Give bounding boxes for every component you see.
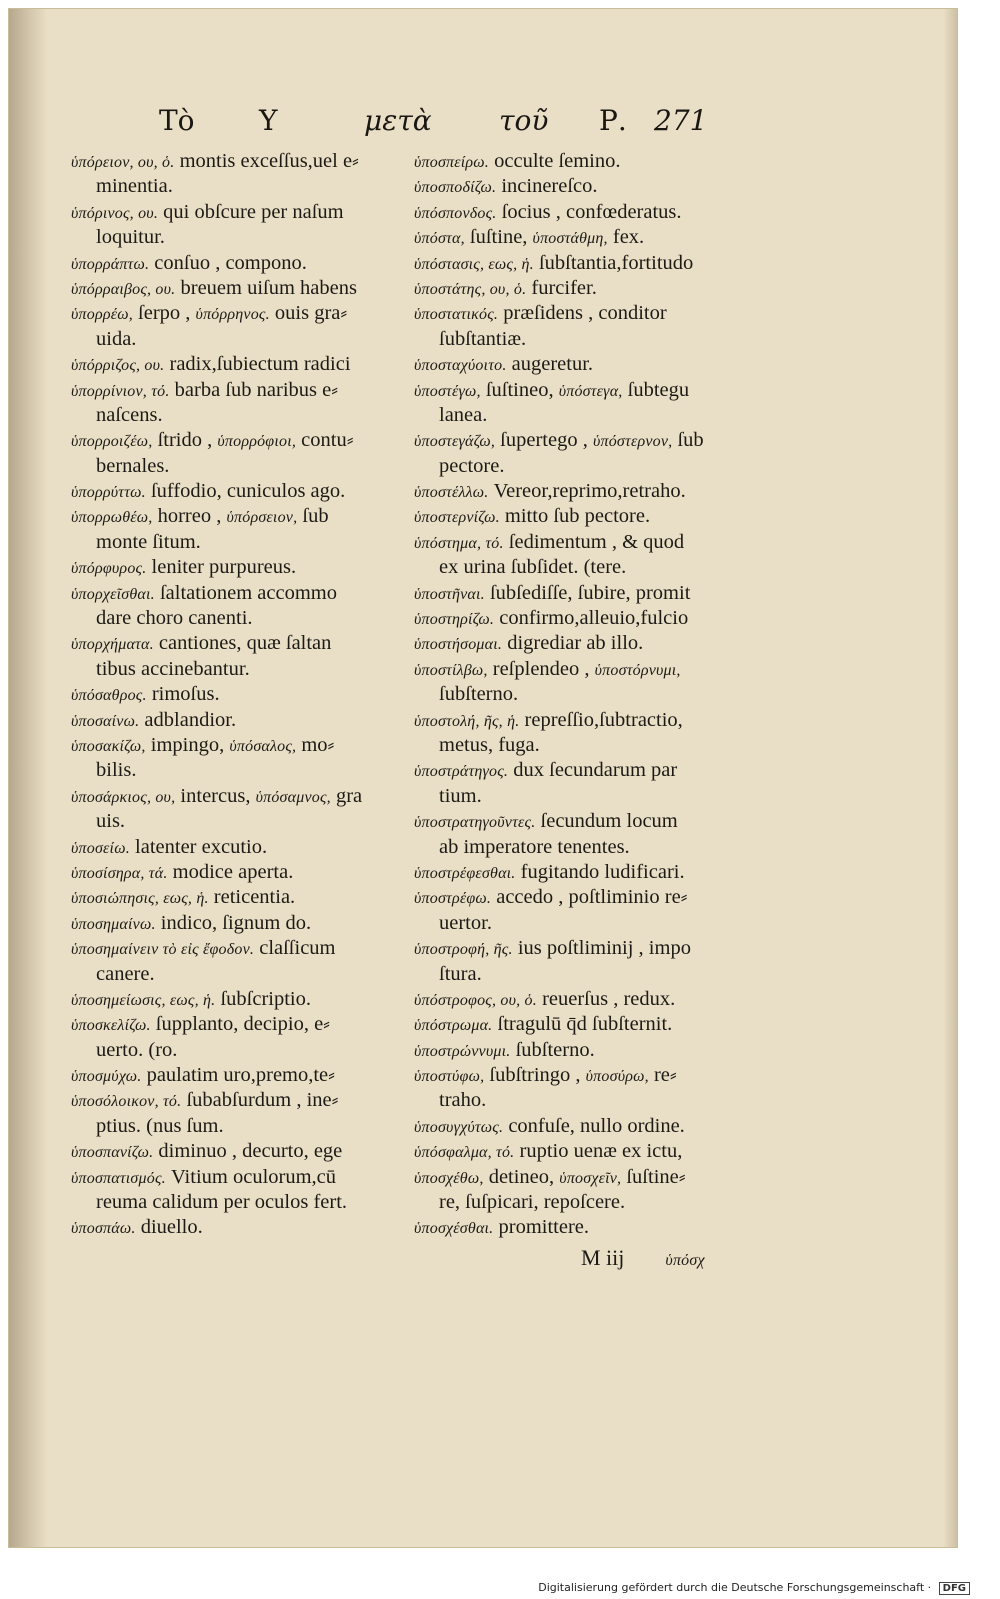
latin-gloss: ſecundum locum xyxy=(535,810,678,833)
latin-gloss: indico, ſignum do. xyxy=(155,911,312,934)
greek-headword: ὑποσίσηρα, τά. xyxy=(71,864,168,882)
latin-gloss: breuem uiſum habens xyxy=(175,276,357,299)
dictionary-line xyxy=(414,276,749,301)
dictionary-line xyxy=(414,835,749,860)
latin-gloss: ſuffodio, cuniculos ago. xyxy=(145,480,346,503)
dictionary-line xyxy=(414,174,749,199)
latin-gloss: ſuſtine, xyxy=(464,226,533,249)
latin-gloss: ſaltationem accommo xyxy=(154,581,337,604)
greek-headword: ὑπορρίνιον, τό. xyxy=(71,382,170,400)
dictionary-line xyxy=(414,784,749,809)
latin-gloss: ex urina ſubſidet. (tere. xyxy=(439,556,627,579)
greek-headword: ὑποσύρω, xyxy=(585,1068,649,1086)
latin-gloss: uertor. xyxy=(439,911,492,934)
dictionary-line xyxy=(414,758,749,783)
greek-headword: ὑποστρέφεσθαι. xyxy=(414,864,516,882)
latin-gloss: digrediar ab illo. xyxy=(502,632,644,655)
greek-headword: ὑπόστασις, εως, ἡ. xyxy=(414,255,534,273)
latin-gloss: ſedimentum , & quod xyxy=(503,530,685,553)
dictionary-line xyxy=(71,504,396,529)
dfg-logo: DFG xyxy=(939,1582,970,1595)
latin-gloss: paulatim uro,premo,te⸗ xyxy=(141,1064,335,1087)
dictionary-line xyxy=(414,1063,749,1088)
greek-headword: ὑποσόλοικον, τό. xyxy=(71,1093,182,1111)
greek-headword: ὑπόρφυρος. xyxy=(71,560,147,578)
greek-headword: ὑποστέγω, xyxy=(414,382,481,400)
dictionary-line xyxy=(71,1012,396,1037)
greek-headword: ὑποστέλλω. xyxy=(414,484,489,502)
dictionary-line xyxy=(414,936,749,961)
dictionary-line xyxy=(414,987,749,1012)
dictionary-line xyxy=(71,911,396,936)
latin-gloss: confuſe, nullo ordine. xyxy=(503,1114,685,1137)
greek-headword: ὑπορχεῖσθαι. xyxy=(71,585,155,603)
greek-headword: ὑποσαίνω. xyxy=(71,712,140,730)
greek-headword: ὑπορρέω, xyxy=(71,306,133,324)
latin-gloss: Vitium oculorum,cū xyxy=(165,1165,337,1188)
greek-headword: ὑπόρρηνος. xyxy=(195,306,270,324)
latin-gloss: ſubſcriptio. xyxy=(215,987,311,1010)
greek-headword: ὑποστατικός. xyxy=(414,306,499,324)
dictionary-line xyxy=(71,1139,396,1164)
latin-gloss: ſerpo , xyxy=(132,302,196,325)
latin-gloss: incinereſco. xyxy=(496,175,598,198)
latin-gloss: canere. xyxy=(96,962,155,985)
greek-headword: ὑποστῆναι. xyxy=(414,585,485,603)
dictionary-line xyxy=(71,1215,396,1240)
latin-gloss: uerto. (ro. xyxy=(96,1038,178,1061)
latin-gloss: confirmo,alleuio,fulcio xyxy=(494,607,689,630)
latin-gloss: Vereor,reprimo,retraho. xyxy=(488,480,686,503)
dictionary-line xyxy=(71,1190,396,1215)
greek-headword: ὑποσταχύοιτο. xyxy=(414,357,507,375)
latin-gloss: ab imperatore tenentes. xyxy=(439,835,630,858)
latin-gloss: monte ſitum. xyxy=(96,530,201,553)
greek-headword: ὑποσπάω. xyxy=(71,1220,136,1238)
header-left: Τὸ xyxy=(159,104,195,137)
digitization-credit xyxy=(538,1581,970,1595)
latin-gloss: montis exceſſus,uel e⸗ xyxy=(174,150,359,172)
dictionary-line xyxy=(414,809,749,834)
dictionary-line xyxy=(414,1114,749,1139)
dictionary-line xyxy=(414,200,749,225)
dictionary-line xyxy=(414,606,749,631)
dictionary-line xyxy=(414,1190,749,1215)
greek-headword: ὑπόρινος, ου. xyxy=(71,204,159,222)
greek-headword: ὑποστερνίζω. xyxy=(414,509,500,527)
greek-headword: ὑπόσφαλμα, τό. xyxy=(414,1144,515,1162)
dictionary-line xyxy=(71,352,396,377)
dictionary-line xyxy=(71,276,396,301)
latin-gloss: tium. xyxy=(439,784,482,807)
dictionary-line xyxy=(71,149,396,174)
latin-gloss: ſtragulū q̄d ſubſternit. xyxy=(492,1013,673,1036)
latin-gloss: dux ſecundarum par xyxy=(508,759,678,782)
latin-gloss: claſſicum xyxy=(254,937,336,960)
page-edge xyxy=(943,9,957,1547)
dictionary-line xyxy=(71,860,396,885)
greek-headword: ὑπόστρωμα. xyxy=(414,1017,493,1035)
dictionary-line xyxy=(414,251,749,276)
greek-headword: ὑπόστεγα, xyxy=(558,382,623,400)
dictionary-line xyxy=(71,1114,396,1139)
dictionary-line xyxy=(414,1165,749,1190)
greek-headword: ὑποσακίζω, xyxy=(71,737,146,755)
greek-headword: ὑποσημαίνειν τὸ εἰς ἔφοδον. xyxy=(71,941,255,959)
dictionary-line xyxy=(414,860,749,885)
dictionary-line xyxy=(414,428,749,453)
dictionary-line xyxy=(414,911,749,936)
dictionary-line xyxy=(414,708,749,733)
greek-headword: ὑποστίλβω, xyxy=(414,661,488,679)
latin-gloss: re⸗ xyxy=(648,1064,677,1087)
greek-headword: ὑποσπατισμός. xyxy=(71,1169,166,1187)
latin-gloss: naſcens. xyxy=(96,403,163,426)
book-page xyxy=(8,8,958,1548)
latin-gloss: conſuo , compono. xyxy=(149,251,307,274)
latin-gloss: modice aperta. xyxy=(167,860,294,883)
latin-gloss: ſubſediſſe, ſubire, promit xyxy=(484,581,691,604)
greek-headword: ὑπορχήματα. xyxy=(71,636,154,654)
latin-gloss: rimoſus. xyxy=(146,683,220,706)
dictionary-line xyxy=(71,809,396,834)
dictionary-line xyxy=(71,835,396,860)
greek-headword: ὑποσποδίζω. xyxy=(414,179,497,197)
latin-gloss: ſtura. xyxy=(439,962,482,985)
latin-gloss: ſuſtineo, xyxy=(480,378,559,401)
latin-gloss: minentia. xyxy=(96,175,173,198)
dictionary-line xyxy=(414,1088,749,1113)
page-number: 271 xyxy=(654,104,708,137)
dictionary-line xyxy=(414,555,749,580)
latin-gloss: ruptio uenæ ex ictu, xyxy=(514,1140,683,1163)
latin-gloss: horreo , xyxy=(152,505,227,528)
latin-gloss: mitto ſub pectore. xyxy=(499,505,651,528)
header-letter: Υ xyxy=(259,104,278,137)
latin-gloss: fex. xyxy=(607,226,645,249)
latin-gloss: ſubſterno. xyxy=(439,683,519,706)
latin-gloss: traho. xyxy=(439,1089,487,1112)
latin-gloss: diuello. xyxy=(135,1216,203,1239)
latin-gloss: diminuo , decurto, ege xyxy=(153,1140,343,1163)
dictionary-line xyxy=(71,1038,396,1063)
greek-headword: ὑπόσαθρος. xyxy=(71,687,147,705)
dictionary-line xyxy=(71,327,396,352)
latin-gloss: tibus accinebantur. xyxy=(96,657,250,680)
greek-headword: ὑπόρσειον, xyxy=(226,509,298,527)
credit-text: Digitalisierung gefördert durch die Deutsche Forschungsgemeinschaft · xyxy=(538,1581,932,1594)
latin-gloss: latenter excutio. xyxy=(129,835,268,858)
latin-gloss: fugitando ludificari. xyxy=(515,860,685,883)
dictionary-line xyxy=(414,1139,749,1164)
dictionary-line xyxy=(71,174,396,199)
dictionary-line xyxy=(71,758,396,783)
greek-headword: ὑπορρόφιοι, xyxy=(217,433,297,451)
dictionary-line xyxy=(71,631,396,656)
header-word1: μετὰ xyxy=(364,104,432,137)
latin-gloss: adblandior. xyxy=(139,708,237,731)
dictionary-line xyxy=(414,149,749,174)
greek-headword: ὑποστρώννυμι. xyxy=(414,1042,511,1060)
latin-gloss: radix,ſubiectum radici xyxy=(164,353,351,376)
greek-headword: ὑποσπείρω. xyxy=(414,154,489,171)
latin-gloss: ius poſtliminij , impo xyxy=(512,937,691,960)
dictionary-line xyxy=(71,1063,396,1088)
greek-headword: ὑπόστερνον, xyxy=(592,433,673,451)
latin-gloss: ſubſterno. xyxy=(510,1038,595,1061)
greek-headword: ὑποστεγάζω, xyxy=(414,433,496,451)
greek-headword: ὑποστρατηγοῦντες. xyxy=(414,814,536,832)
dictionary-line xyxy=(414,352,749,377)
latin-gloss: accedo , poſtliminio re⸗ xyxy=(491,886,688,909)
dictionary-line xyxy=(71,530,396,555)
greek-headword: ὑπόσαμνος, xyxy=(255,788,331,806)
latin-gloss: pectore. xyxy=(439,454,505,477)
greek-headword: ὑπόστημα, τό. xyxy=(414,534,504,552)
dictionary-line xyxy=(71,1088,396,1113)
latin-gloss: ſubſtringo , xyxy=(484,1064,586,1087)
dictionary-line xyxy=(414,885,749,910)
latin-gloss: ſubſtantiæ. xyxy=(439,327,527,350)
greek-headword: ὑπόρειον, ου, ὁ. xyxy=(71,154,175,171)
greek-headword: ὑπόσαλος, xyxy=(229,737,297,755)
dictionary-line xyxy=(414,479,749,504)
latin-gloss: uida. xyxy=(96,327,137,350)
latin-gloss: occulte ſemino. xyxy=(489,150,621,172)
dictionary-line xyxy=(71,454,396,479)
latin-gloss: ſubabſurdum , ine⸗ xyxy=(181,1089,339,1112)
latin-gloss: bilis. xyxy=(96,759,137,782)
latin-gloss: ſuſtine⸗ xyxy=(621,1165,686,1188)
latin-gloss: mo⸗ xyxy=(296,733,335,756)
greek-headword: ὑποσχεῖν, xyxy=(559,1169,622,1187)
greek-headword: ὑποσχέσθαι. xyxy=(414,1220,494,1238)
greek-headword: ὑποσημείωσις, εως, ἡ. xyxy=(71,991,216,1009)
latin-gloss: ſubſtantia,fortitudo xyxy=(533,251,694,274)
latin-gloss: cantiones, quæ ſaltan xyxy=(153,632,332,655)
dictionary-line xyxy=(71,682,396,707)
dictionary-line xyxy=(71,962,396,987)
dictionary-line xyxy=(71,479,396,504)
latin-gloss: contu⸗ xyxy=(296,429,354,452)
dictionary-line xyxy=(71,225,396,250)
latin-gloss: uis. xyxy=(96,810,126,833)
dictionary-line xyxy=(71,378,396,403)
dictionary-line xyxy=(414,454,749,479)
latin-gloss: bernales. xyxy=(96,454,170,477)
latin-gloss: repreſſio,ſubtractio, xyxy=(519,708,683,731)
spine-shadow xyxy=(9,9,47,1547)
dictionary-line xyxy=(414,631,749,656)
dictionary-line xyxy=(71,581,396,606)
latin-gloss: qui obſcure per naſum xyxy=(158,200,344,223)
latin-gloss: re, ſuſpicari, repoſcere. xyxy=(439,1191,626,1214)
latin-gloss: intercus, xyxy=(175,784,256,807)
greek-headword: ὑπόρραιβος, ου. xyxy=(71,280,176,298)
latin-gloss: impingo, xyxy=(145,733,230,756)
greek-headword: ὑποσυγχύτως. xyxy=(414,1118,504,1136)
greek-headword: ὑπόσπονδος. xyxy=(414,204,497,222)
greek-headword: ὑποστόρνυμι, xyxy=(594,661,681,679)
latin-gloss: ſubtegu xyxy=(622,378,690,401)
greek-headword: ὑπορρωθέω, xyxy=(71,509,153,527)
greek-headword: ὑπόρριζος, ου. xyxy=(71,357,165,375)
dictionary-line xyxy=(71,428,396,453)
latin-gloss: loquitur. xyxy=(96,226,165,249)
greek-headword: ὑπόστροφος, ου, ὁ. xyxy=(414,991,537,1009)
greek-headword: ὑποστροφή, ῆς. xyxy=(414,941,513,959)
greek-headword: ὑπορρύττω. xyxy=(71,484,146,502)
header-word2: τοῦ xyxy=(499,104,549,137)
greek-headword: ὑποστάτης, ου, ὁ. xyxy=(414,280,527,298)
dictionary-line xyxy=(414,327,749,352)
latin-gloss: detineo, xyxy=(483,1165,560,1188)
greek-headword: ὑπόστα, xyxy=(414,230,465,248)
dictionary-line xyxy=(414,530,749,555)
dictionary-line xyxy=(414,657,749,682)
latin-gloss: reticentia. xyxy=(208,886,296,909)
greek-headword: ὑποστάθμη, xyxy=(532,230,608,248)
latin-gloss: ſupplanto, decipio, e⸗ xyxy=(150,1013,330,1036)
latin-gloss: metus, fuga. xyxy=(439,733,540,756)
greek-headword: ὑποσκελίζω. xyxy=(71,1017,151,1035)
latin-gloss: reſplendeo , xyxy=(487,657,595,680)
latin-gloss: dare choro canenti. xyxy=(96,607,253,630)
latin-gloss: ſupertego , xyxy=(495,429,593,452)
dictionary-line xyxy=(414,504,749,529)
greek-headword: ὑποστράτηγος. xyxy=(414,763,509,781)
catchword: ὑπόσχ xyxy=(665,1252,705,1269)
dictionary-line xyxy=(71,555,396,580)
latin-gloss: ſub xyxy=(672,429,704,452)
greek-headword: ὑποσχέθω, xyxy=(414,1169,484,1187)
latin-gloss: ouis gra⸗ xyxy=(269,302,348,325)
latin-gloss: barba ſub naribus e⸗ xyxy=(169,378,339,401)
latin-gloss: præſidens , conditor xyxy=(498,302,667,325)
dictionary-line xyxy=(414,733,749,758)
dictionary-line xyxy=(71,936,396,961)
greek-headword: ὑπορροιζέω, xyxy=(71,433,153,451)
latin-gloss: lanea. xyxy=(439,403,488,426)
dictionary-line xyxy=(414,225,749,250)
greek-headword: ὑποστηρίζω. xyxy=(414,611,495,629)
greek-headword: ὑποσιώπησις, εως, ἡ. xyxy=(71,890,209,908)
latin-gloss: gra xyxy=(330,784,363,807)
greek-headword: ὑποσπανίζω. xyxy=(71,1144,154,1162)
dictionary-line xyxy=(71,200,396,225)
dictionary-line xyxy=(71,1165,396,1190)
dictionary-line xyxy=(414,403,749,428)
latin-gloss: furcifer. xyxy=(526,276,597,299)
signature-line xyxy=(581,1245,705,1271)
latin-gloss: ſtrido , xyxy=(152,429,218,452)
left-column xyxy=(71,149,396,1241)
dictionary-line xyxy=(71,733,396,758)
dictionary-line xyxy=(71,301,396,326)
latin-gloss: ſub xyxy=(297,505,329,528)
dictionary-line xyxy=(414,962,749,987)
latin-gloss: reuerſus , redux. xyxy=(536,987,676,1010)
dictionary-line xyxy=(414,1012,749,1037)
dictionary-line xyxy=(71,987,396,1012)
dictionary-line xyxy=(71,885,396,910)
dictionary-line xyxy=(71,784,396,809)
right-column xyxy=(414,149,749,1241)
dictionary-line xyxy=(71,708,396,733)
latin-gloss: promittere. xyxy=(493,1216,590,1239)
greek-headword: ὑπορράπτω. xyxy=(71,255,150,273)
dictionary-line xyxy=(71,606,396,631)
dictionary-line xyxy=(414,1038,749,1063)
greek-headword: ὑποσημαίνω. xyxy=(71,915,156,933)
dictionary-line xyxy=(414,301,749,326)
dictionary-line xyxy=(414,378,749,403)
greek-headword: ὑποστύφω, xyxy=(414,1068,485,1086)
running-header xyxy=(159,104,719,144)
greek-headword: ὑποστολή, ῆς, ἡ. xyxy=(414,712,520,730)
greek-headword: ὑποσμύχω. xyxy=(71,1068,142,1086)
header-letter2: Ρ. xyxy=(599,104,627,137)
latin-gloss: ptius. (nus ſum. xyxy=(96,1114,224,1137)
dictionary-line xyxy=(71,403,396,428)
dictionary-line xyxy=(414,581,749,606)
dictionary-line xyxy=(71,657,396,682)
signature-mark: M iij xyxy=(581,1245,625,1270)
latin-gloss: ſocius , confœderatus. xyxy=(496,200,682,223)
latin-gloss: leniter purpureus. xyxy=(146,556,297,579)
greek-headword: ὑποστρέφω. xyxy=(414,890,492,908)
dictionary-line xyxy=(414,682,749,707)
greek-headword: ὑποστήσομαι. xyxy=(414,636,503,654)
latin-gloss: reuma calidum per oculos fert. xyxy=(96,1191,348,1214)
dictionary-line xyxy=(71,251,396,276)
dictionary-line xyxy=(414,1215,749,1240)
greek-headword: ὑποσάρκιος, ου, xyxy=(71,788,176,806)
greek-headword: ὑποσείω. xyxy=(71,839,130,857)
latin-gloss: augeretur. xyxy=(506,353,594,376)
